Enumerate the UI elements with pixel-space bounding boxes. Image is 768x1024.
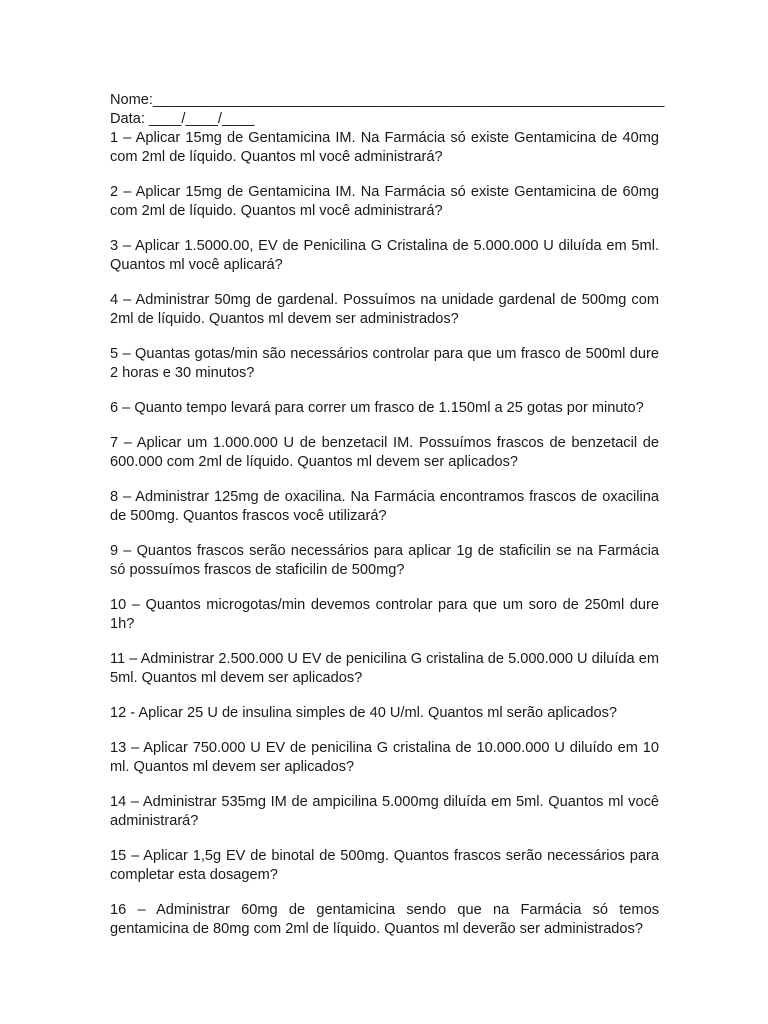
question-3: 3 – Aplicar 1.5000.00, EV de Penicilina G Cristalina de 5.000.000 U diluída em 5ml. Quantos ml você aplicará? — [110, 238, 659, 273]
date-line: Data: ____/____/____ — [110, 111, 255, 127]
question-13: 13 – Aplicar 750.000 U EV de penicilina G cristalina de 10.000.000 U diluído em 10 ml. Quantos ml devem ser aplicados? — [110, 740, 659, 775]
question-4: 4 – Administrar 50mg de gardenal. Possuímos na unidade gardenal de 500mg com 2ml de líquido. Quantos ml devem ser administrados? — [110, 292, 659, 327]
question-1: 1 – Aplicar 15mg de Gentamicina IM. Na Farmácia só existe Gentamicina de 40mg com 2ml de líquido. Quantos ml você administrará? — [110, 130, 659, 165]
question-12: 12 - Aplicar 25 U de insulina simples de 40 U/ml. Quantos ml serão aplicados? — [110, 705, 617, 721]
question-8: 8 – Administrar 125mg de oxacilina. Na Farmácia encontramos frascos de oxacilina de 500mg. Quantos frascos você utilizará? — [110, 489, 659, 524]
question-10: 10 – Quantos microgotas/min devemos controlar para que um soro de 250ml dure 1h? — [110, 597, 659, 632]
question-2: 2 – Aplicar 15mg de Gentamicina IM. Na Farmácia só existe Gentamicina de 60mg com 2ml de líquido. Quantos ml você administrará? — [110, 184, 659, 219]
question-6: 6 – Quanto tempo levará para correr um frasco de 1.150ml a 25 gotas por minuto? — [110, 400, 644, 416]
worksheet-body — [110, 91, 665, 955]
question-14: 14 – Administrar 535mg IM de ampicilina 5.000mg diluída em 5ml. Quantos ml você administrará? — [110, 794, 659, 829]
question-5: 5 – Quantas gotas/min são necessários controlar para que um frasco de 500ml dure 2 horas e 30 minutos? — [110, 346, 659, 381]
name-line: Nome:_______________________________________________________________ — [110, 92, 665, 108]
question-9: 9 – Quantos frascos serão necessários para aplicar 1g de staficilin se na Farmácia só possuímos frascos de staficilin de 500mg? — [110, 543, 659, 578]
question-7: 7 – Aplicar um 1.000.000 U de benzetacil IM. Possuímos frascos de benzetacil de 600.000 com 2ml de líquido. Quantos ml devem ser aplicados? — [110, 435, 659, 470]
question-11: 11 – Administrar 2.500.000 U EV de penicilina G cristalina de 5.000.000 U diluída em 5ml. Quantos ml devem ser aplicados? — [110, 651, 659, 686]
question-16: 16 – Administrar 60mg de gentamicina sendo que na Farmácia só temos gentamicina de 80mg com 2ml de líquido. Quantos ml deverão ser administrados? — [110, 902, 659, 937]
question-15: 15 – Aplicar 1,5g EV de binotal de 500mg. Quantos frascos serão necessários para completar esta dosagem? — [110, 848, 659, 883]
